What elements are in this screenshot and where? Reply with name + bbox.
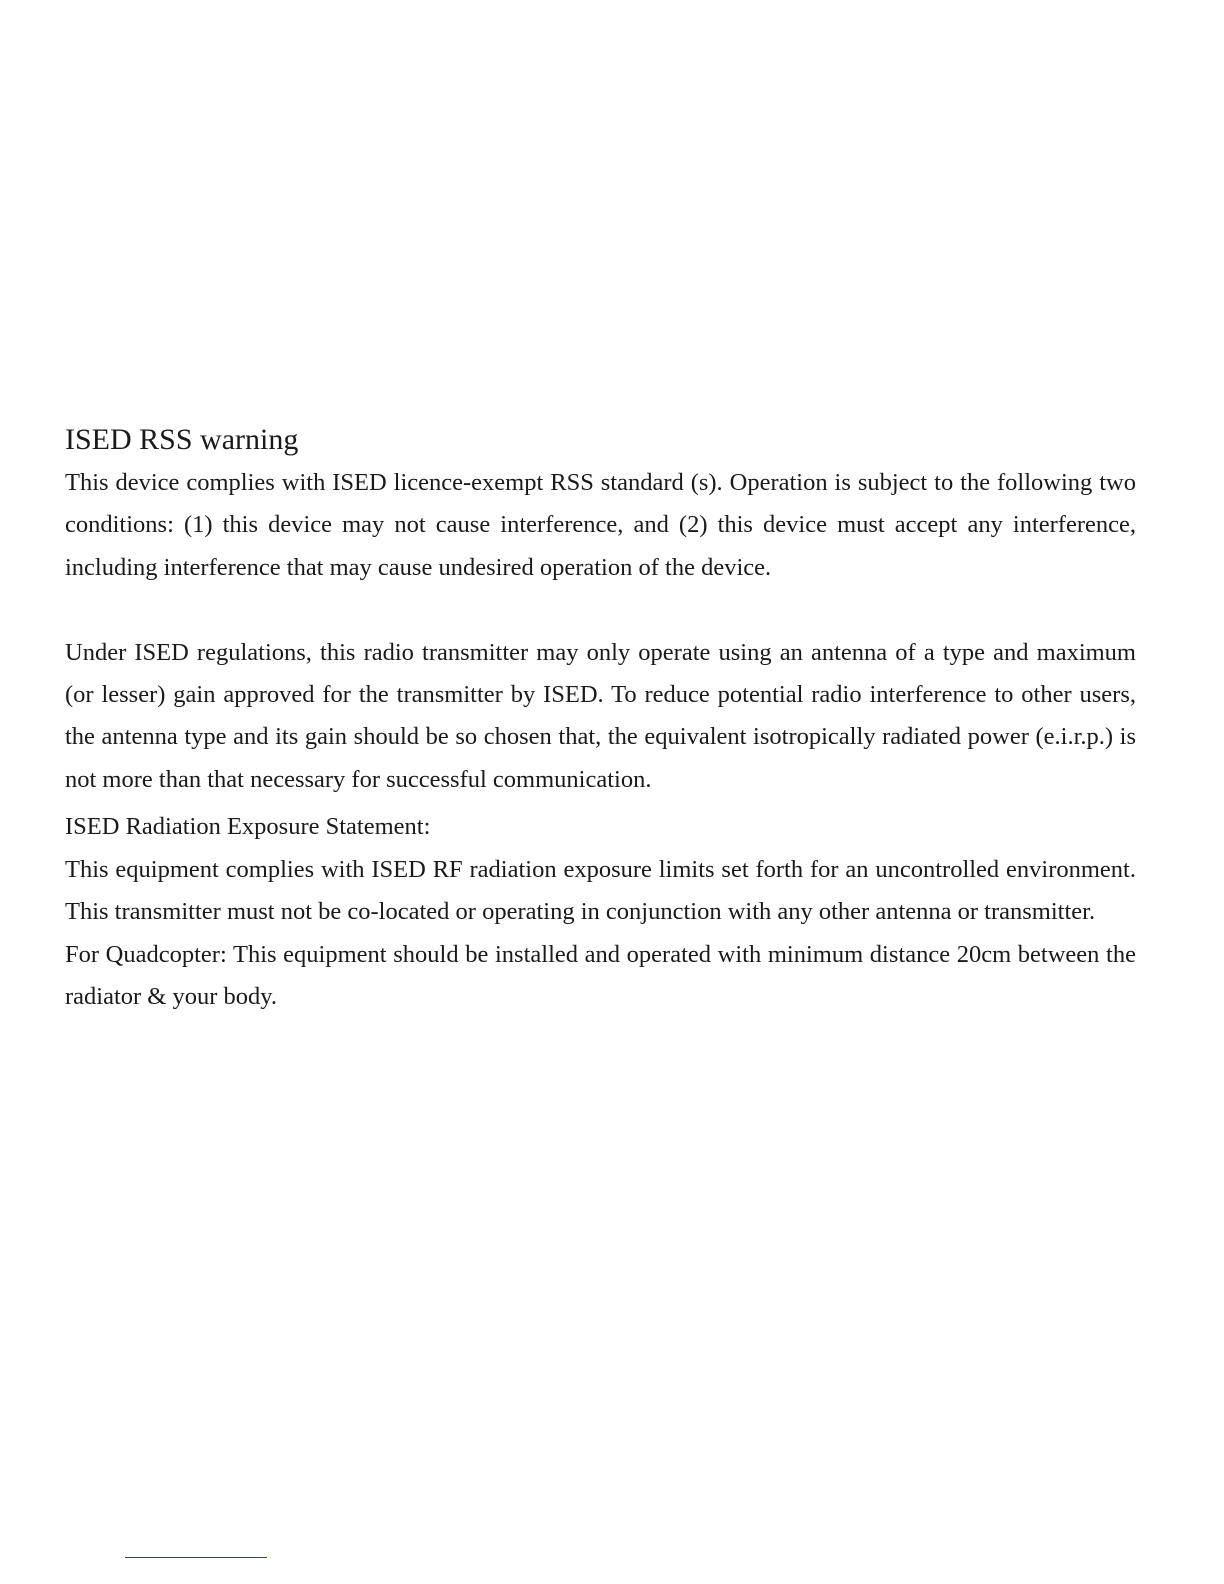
radiation-exposure-heading: ISED Radiation Exposure Statement: (65, 813, 431, 841)
section-heading: ISED RSS warning (65, 423, 299, 456)
document-page (65, 418, 1136, 1018)
exposure-paragraph: This equipment complies with ISED RF radiation exposure limits set forth for an uncontrolled environment. This transmitter must not be co-located or operating in conjunction with any other antenna or transmitter. (65, 856, 1136, 926)
antenna-paragraph: Under ISED regulations, this radio transmitter may only operate using an antenna of a type and maximum (or lesser) gain approved for the transmitter by ISED. To reduce potential radio interference to other users, the antenna type and its gain should be so chosen that, the equivalent isotropically radiated power (e.i.r.p.) is not more than that necessary for successful communication. (65, 638, 1136, 793)
footer-divider (125, 1557, 267, 1558)
compliance-paragraph: This device complies with ISED licence-exempt RSS standard (s). Operation is subject to the following two conditions: (1) this device may not cause interference, and (2) this device must accept any interference, including interference that may cause undesired operation of the device. (65, 469, 1136, 581)
quadcopter-paragraph: For Quadcopter: This equipment should be installed and operated with minimum distance 20cm between the radiator & your body. (65, 940, 1136, 1010)
paragraph-spacer (65, 589, 1136, 632)
